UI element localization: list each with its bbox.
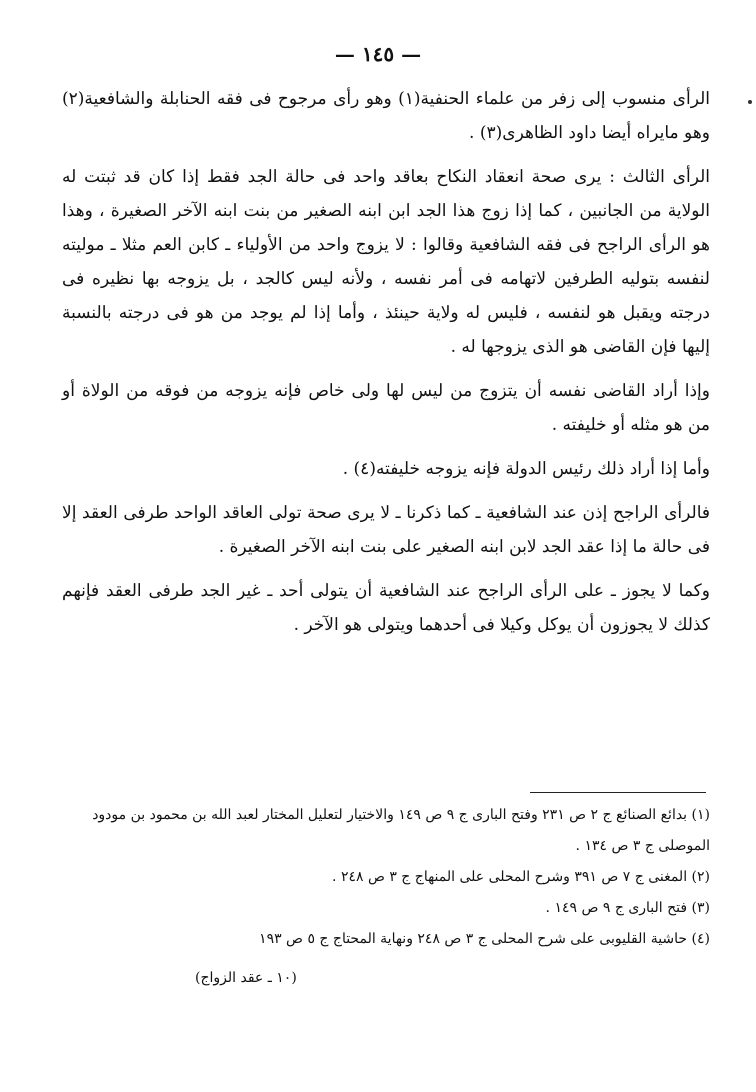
footnote: (٢) المغنى ج ٧ ص ٣٩١ وشرح المحلى على المنهاج ج ٣ ص ٢٤٨ . <box>332 869 710 885</box>
paragraph: وأما إذا أراد ذلك رئيس الدولة فإنه يزوجه خليفته(٤) . <box>342 459 710 479</box>
signature-mark: (١٠ ـ عقد الزواج) <box>195 970 297 986</box>
paragraph: الرأى منسوب إلى زفر من علماء الحنفية(١) وهو رأى مرجوح فى فقه الحنابلة والشافعية(٢) وهو مايراه أيضا داود الظاهرى(٣) . <box>62 89 710 143</box>
paragraph: وإذا أراد القاضى نفسه أن يتزوج من ليس لها ولى خاص فإنه يزوجه من فوقه من الولاة أو من هو مثله أو خليفته . <box>62 381 710 435</box>
paragraph: فالرأى الراجح إذن عند الشافعية ـ كما ذكرنا ـ لا يرى صحة تولى العاقد الواحد طرفى العقد إلا فى حالة ما إذا عقد الجد لابن ابنه الصغير على بنت ابنه الآخر الصغيرة . <box>62 503 710 557</box>
footnotes <box>62 800 710 955</box>
footnote: (٣) فتح البارى ج ٩ ص ١٤٩ . <box>545 900 710 916</box>
footnote: (٤) حاشية القليوبى على شرح المحلى ج ٣ ص ٢٤٨ ونهاية المحتاج ج ٥ ص ١٩٣ <box>259 931 710 947</box>
paragraph: وكما لا يجوز ـ على الرأى الراجح عند الشافعية أن يتولى أحد ـ غير الجد طرفى العقد فإنهم كذلك لا يجوزون أن يوكل وكيلا فى أحدهما ويتولى هو الآخر . <box>62 581 710 635</box>
main-text <box>62 82 710 652</box>
page-number: — ١٤٥ — <box>334 42 422 66</box>
footnote-divider <box>530 792 706 793</box>
margin-mark <box>748 100 752 104</box>
footnote: (١) بدائع الصنائع ج ٢ ص ٢٣١ وفتح البارى ج ٩ ص ١٤٩ والاختيار لتعليل المختار لعبد الله بن محمود بن مودود الموصلى ج ٣ ص ١٣٤ . <box>92 807 710 854</box>
paragraph: الرأى الثالث : يرى صحة انعقاد النكاح بعاقد واحد فى حالة الجد فقط إذا كان قد ثبتت له الولاية من الجانبين ، كما إذا زوج هذا الجد ابن ابنه الصغير من بنت ابنه الآخر الصغيرة ، وهذا هو الرأى الراجح فى فقه الشافعية وقالوا : لا يزوج واحد من الأولياء ـ كابن العم مثلا ـ موليته لنفسه بتوليه الطرفين لاتهامه فى أمر نفسه ، ولأنه ليس كالجد ، بل يزوجه بها نظيره فى درجته ويقبل هو لنفسه ، فليس له ولاية حينئذ ، وأما إذا لم يوجد من هو فى درجته بالنسبة إليها فإن القاضى هو الذى يزوجها له . <box>62 167 710 357</box>
